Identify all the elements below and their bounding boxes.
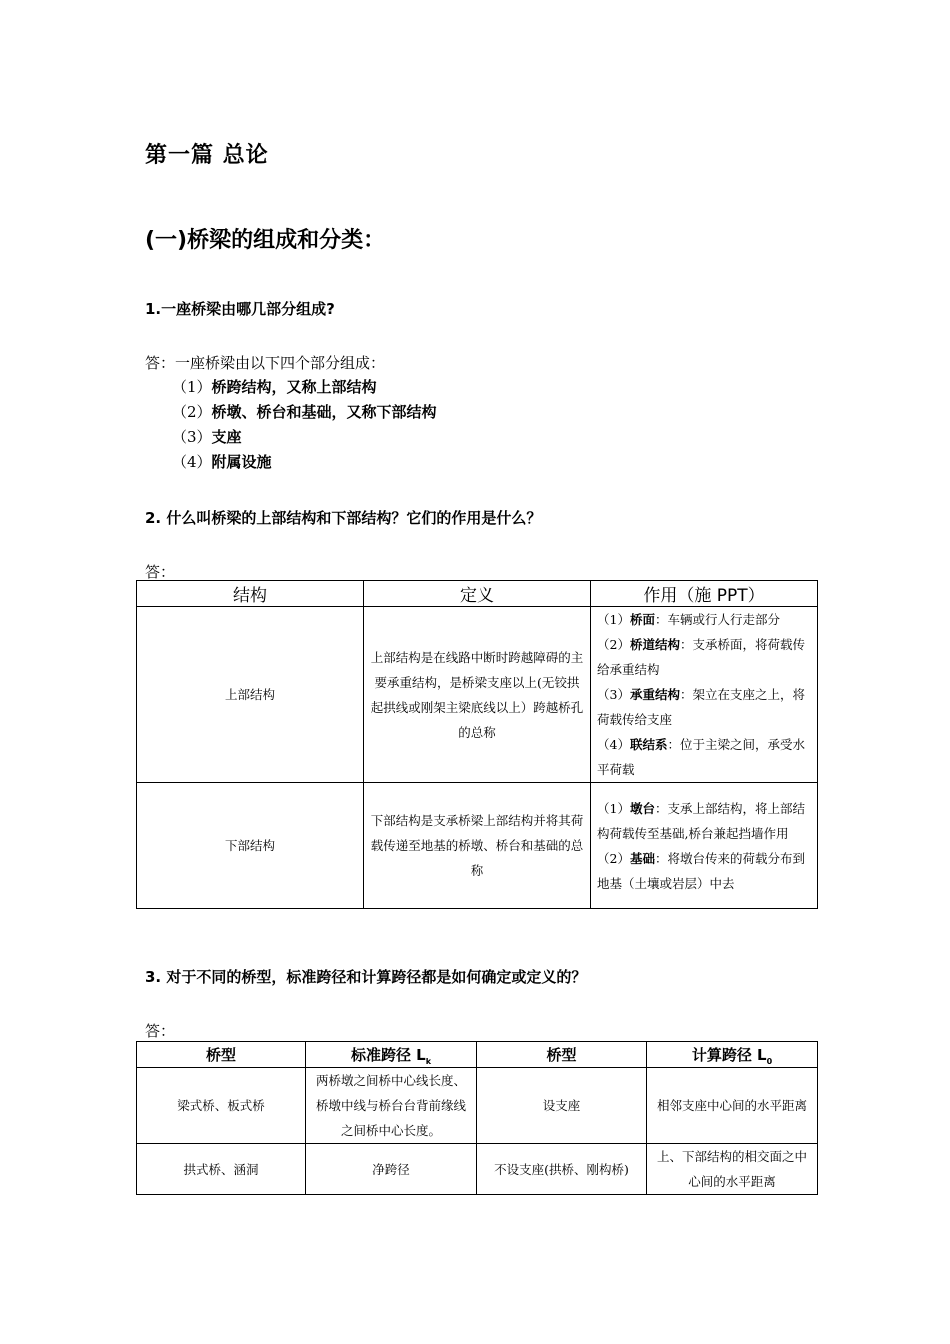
list-item-number: （2） [172,403,212,421]
list-item-number: （3） [172,428,212,446]
table-cell: 梁式桥、板式桥 [137,1068,306,1144]
function-cell [591,607,818,783]
table-header: 作用（施 PPT） [591,581,818,607]
definition-cell: 下部结构是支承桥梁上部结构并将其荷载传递至地基的桥墩、桥台和基础的总称 [364,783,591,909]
table-header-row [137,1042,818,1068]
table-cell: 不设支座(拱桥、刚构桥) [477,1144,647,1195]
table-header: 标准跨径 $L_k$ [306,1042,477,1068]
answer-1-intro: 答：一座桥梁由以下四个部分组成： [145,354,386,372]
function-cell [591,783,818,909]
structure-cell: 下部结构 [137,783,364,909]
table-header-row [137,581,818,607]
list-item [172,426,242,447]
definition-cell: 上部结构是在线路中断时跨越障碍的主要承重结构，是桥梁支座以上(无铰拱起拱线或刚架主梁底线以上）跨越桥孔的总称 [364,607,591,783]
section-title: (一)桥梁的组成和分类： [145,228,386,253]
table-row [137,1144,818,1195]
function-item: （1）墩台：支承上部结构，将上部结构荷载传至基础,桥台兼起挡墙作用 [597,800,805,841]
table-cell: 上、下部结构的相交面之中心间的水平距离 [647,1144,818,1195]
table-header: 桥型 [477,1042,647,1068]
table-cell: 两桥墩之间桥中心线长度、桥墩中线与桥台台背前缘线之间桥中心长度。 [306,1068,477,1144]
question-2: 2. 什么叫桥梁的上部结构和下部结构？它们的作用是什么？ [145,509,542,527]
table-cell: 净跨径 [306,1144,477,1195]
span-table [136,1041,818,1195]
table-cell: 拱式桥、涵洞 [137,1144,306,1195]
function-item: （2）基础：将墩台传来的荷载分布到地基（土壤或岩层）中去 [597,850,805,891]
table-row [137,607,818,783]
answer-2-label: 答： [145,563,176,581]
answer-3-label: 答： [145,1022,176,1040]
list-item [172,451,272,472]
list-item-text: 桥墩、桥台和基础，又称下部结构 [211,403,437,421]
list-item-text: 附属设施 [211,453,272,471]
structure-table [136,580,818,909]
table-row [137,783,818,909]
question-1: 1.一座桥梁由哪几部分组成? [145,300,335,318]
function-item: （1）桥面：车辆或行人行走部分 [597,612,780,627]
list-item [172,376,377,397]
structure-cell: 上部结构 [137,607,364,783]
list-item-number: （4） [172,453,212,471]
question-3: 3. 对于不同的桥型，标准跨径和计算跨径都是如何确定或定义的？ [145,968,587,986]
function-item: （3）承重结构：架立在支座之上，将荷载传给支座 [597,687,805,727]
list-item [172,401,437,422]
function-item: （4）联结系：位于主梁之间，承受水平荷载 [597,737,805,777]
table-header: 计算跨径 $L_0$ [647,1042,818,1068]
function-item: （2）桥道结构：支承桥面，将荷载传给承重结构 [597,637,805,677]
table-header: 结构 [137,581,364,607]
table-cell: 设支座 [477,1068,647,1144]
table-cell: 相邻支座中心间的水平距离 [647,1068,818,1144]
table-header: 定义 [364,581,591,607]
part-title: 第一篇 总论 [145,143,269,168]
list-item-text: 桥跨结构，又称上部结构 [211,378,377,396]
list-item-number: （1） [172,378,212,396]
table-header: 桥型 [137,1042,306,1068]
table-row [137,1068,818,1144]
list-item-text: 支座 [211,428,242,446]
